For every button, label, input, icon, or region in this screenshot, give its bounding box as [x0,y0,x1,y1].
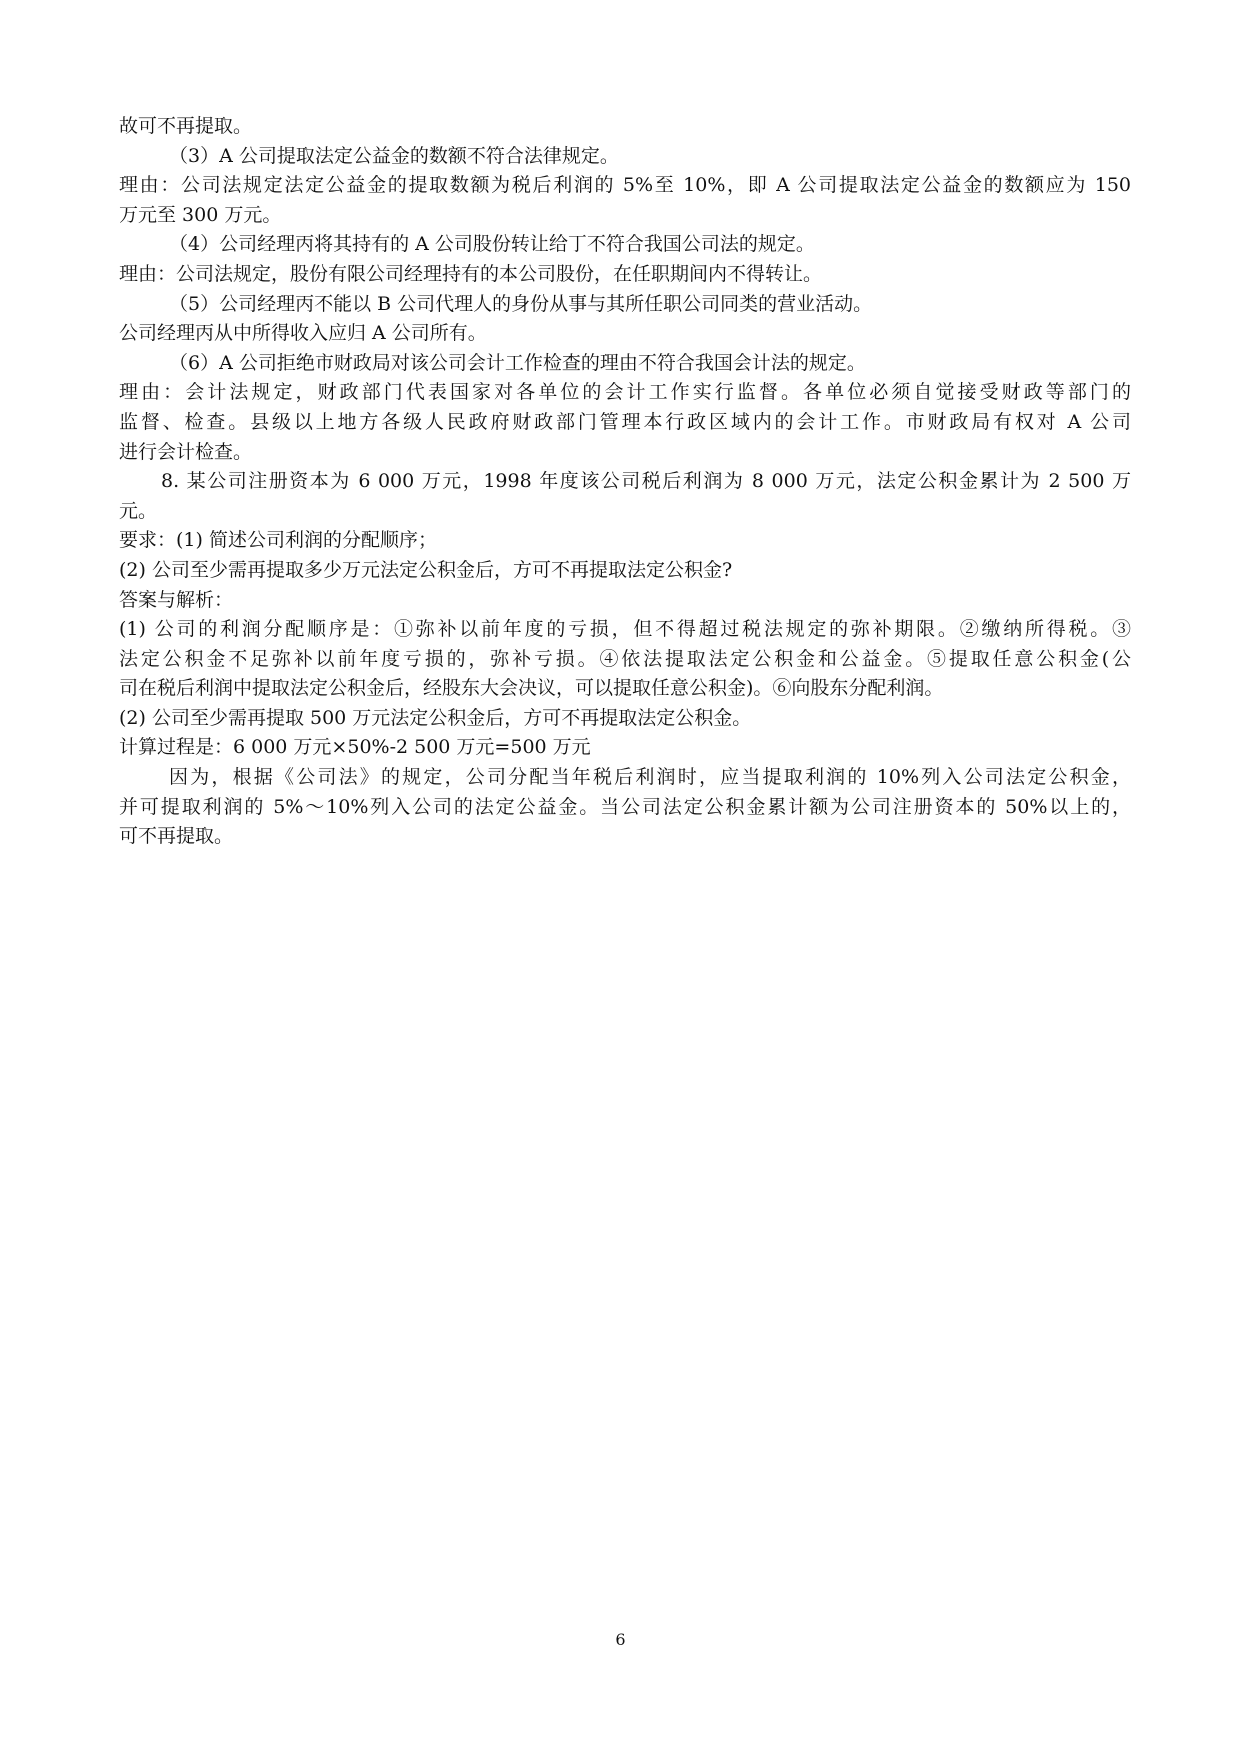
paragraph-line: 元。 [119,499,158,522]
paragraph-line: 理由：公司法规定，股份有限公司经理持有的本公司股份，在任职期间内不得转让。 [119,262,823,285]
requirement-line: 要求：(1) 简述公司利润的分配顺序； [119,529,437,552]
paragraph-line: (1) 公司的利润分配顺序是：①弥补以前年度的亏损，但不得超过税法规定的弥补期限。②缴纳所得税。③ [119,618,1131,641]
paragraph-line: 并可提取利润的 5%～10%列入公司的法定公益金。当公司法定公积金累计额为公司注册资本的 50%以上的， [119,795,1131,818]
item-5-heading: （5）公司经理丙不能以 B 公司代理人的身份从事与其所任职公司同类的营业活动。 [169,292,873,315]
calculation-line: 计算过程是：6 000 万元×50%-2 500 万元=500 万元 [119,736,591,759]
document-body [119,112,1131,852]
paragraph-line: 监督、检查。县级以上地方各级人民政府财政部门管理本行政区域内的会计工作。市财政局有权对 A 公司 [119,410,1131,433]
paragraph-line: (2) 公司至少需再提取 500 万元法定公积金后，方可不再提取法定公积金。 [119,706,752,729]
paragraph-line: 故可不再提取。 [119,115,253,137]
paragraph-line: 因为，根据《公司法》的规定，公司分配当年税后利润时，应当提取利润的 10%列入公司法定公积金， [169,766,1131,789]
paragraph-line: 法定公积金不足弥补以前年度亏损的，弥补亏损。④依法提取法定公积金和公益金。⑤提取任意公积金(公 [119,647,1131,670]
paragraph-line: 司在税后利润中提取法定公积金后，经股东大会决议，可以提取任意公积金)。⑥向股东分配利润。 [119,677,944,700]
paragraph-line: 可不再提取。 [119,825,234,848]
page-number: 6 [615,1630,626,1649]
paragraph-line: 公司经理丙从中所得收入应归 A 公司所有。 [119,322,487,345]
paragraph-line: 理由：公司法规定法定公益金的提取数额为税后利润的 5%至 10%，即 A 公司提取法定公益金的数额应为 150 [119,174,1131,197]
question-8-heading: 8. 某公司注册资本为 6 000 万元，1998 年度该公司税后利润为 8 000 万元，法定公积金累计为 2 500 万 [161,470,1131,493]
paragraph-line: 理由：会计法规定，财政部门代表国家对各单位的会计工作实行监督。各单位必须自觉接受财政等部门的 [119,381,1131,404]
requirement-line: (2) 公司至少需再提取多少万元法定公积金后，方可不再提取法定公积金? [119,558,733,581]
paragraph-line: 进行会计检查。 [119,440,253,463]
paragraph-line: 万元至 300 万元。 [119,203,282,226]
item-6-heading: （6）A 公司拒绝市财政局对该公司会计工作检查的理由不符合我国会计法的规定。 [169,351,866,374]
item-3-heading: （3）A 公司提取法定公益金的数额不符合法律规定。 [169,144,619,167]
answer-heading: 答案与解析： [119,588,234,611]
item-4-heading: （4）公司经理丙将其持有的 A 公司股份转让给丁不符合我国公司法的规定。 [169,233,815,256]
